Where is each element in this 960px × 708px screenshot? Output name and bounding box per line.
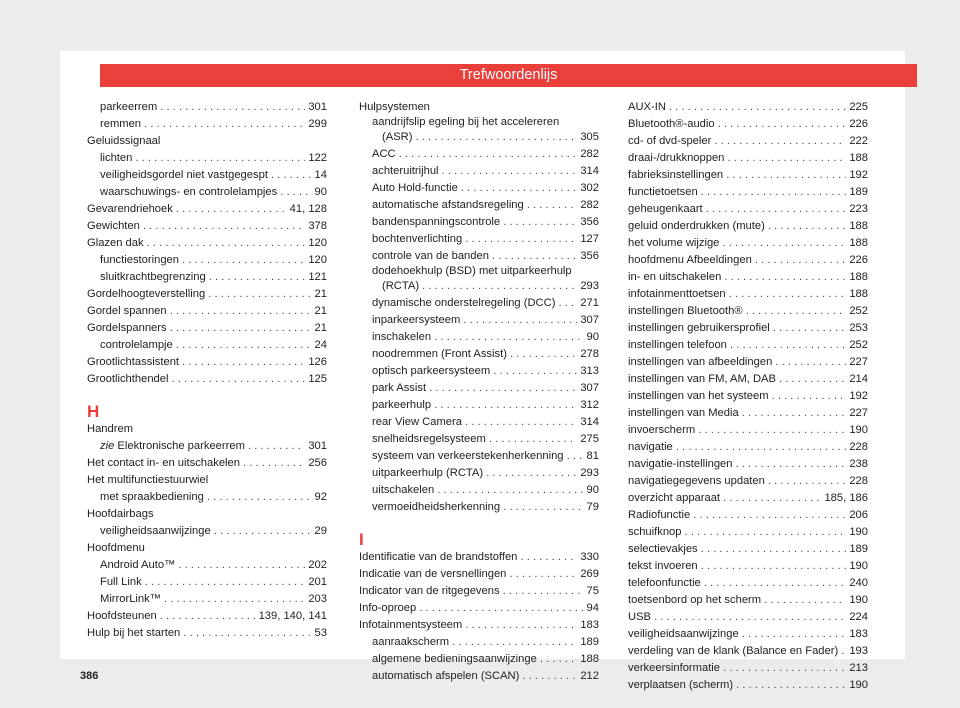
index-entry [628,660,868,677]
index-entry [359,431,599,448]
entry-page: 313 [580,365,599,377]
index-entry [359,448,599,465]
entry-text: parkeerrem . . . [100,99,305,116]
entry-page: 225 [849,101,868,113]
entry-page: 81 [586,450,599,462]
entry-page: 307 [580,314,599,326]
entry-text: MirrorLink™ . . . [100,591,305,608]
entry-page: 227 [849,356,868,368]
entry-text: snelheidsregelsysteem . . . [372,431,577,448]
entry-page: 94 [586,602,599,614]
index-entry [359,180,599,197]
entry-text: met spraakbediening . . . [100,489,312,506]
index-entry [628,388,868,405]
index-entry [87,184,327,201]
entry-page: 53 [314,627,327,639]
index-entry [628,235,868,252]
index-entry [359,278,599,295]
index-entry [87,303,327,320]
entry-text: optisch parkeersysteem . . . [372,363,577,380]
index-entry [628,269,868,286]
entry-text: selectievakjes . . . [628,541,846,558]
entry-page: 75 [586,585,599,597]
entry-page: 301 [308,440,327,452]
index-entry [628,626,868,643]
entry-text: in- en uitschakelen . . . [628,269,846,286]
entry-page: 21 [314,322,327,334]
index-entry [628,677,868,694]
entry-page: 190 [849,594,868,606]
index-heading [87,133,327,150]
entry-text: veiligheidsaanwijzinge . . . [100,523,312,540]
entry-text: Hulp bij het starten . . . [87,625,312,642]
entry-text: lichten . . . [100,150,305,167]
entry-text: bochtenverlichting . . . [372,231,577,248]
index-entry [628,507,868,524]
entry-page: 79 [586,501,599,513]
entry-page: 307 [580,382,599,394]
index-entry [628,405,868,422]
entry-page: 189 [580,636,599,648]
index-entry [359,295,599,312]
entry-page: 330 [580,551,599,563]
entry-text: sluitkrachtbegrenzing . . . [100,269,305,286]
entry-text: Info-oproep . . . [359,600,584,617]
entry-page: 188 [849,288,868,300]
entry-page: 41, 128 [289,203,327,215]
index-entry [87,489,327,506]
index-heading [87,506,327,523]
entry-text: Android Auto™ . . . [100,557,305,574]
index-entry [628,541,868,558]
index-entry [87,608,327,625]
entry-text: veiligheidsaanwijzinge . . . [628,626,846,643]
index-entry [87,218,327,235]
entry-text: dynamische onderstelregeling (DCC) . . . [372,295,577,312]
entry-text: Het contact in- en uitschakelen . . . [87,455,305,472]
index-entry [359,668,599,685]
entry-text: geluid onderdrukken (mute) . . . [628,218,846,235]
index-entry [628,490,868,507]
entry-text: schuifknop . . . [628,524,846,541]
entry-text: cd- of dvd-speler . . . [628,133,846,150]
entry-text: Auto Hold-functie . . . [372,180,577,197]
index-entry [359,248,599,265]
index-entry [359,583,599,600]
entry-page: 228 [849,441,868,453]
entry-text: controle van de banden . . . [372,248,577,265]
entry-page: 226 [849,254,868,266]
entry-page: 378 [308,220,327,232]
entry-page: 214 [849,373,868,385]
entry-text: Grootlichtassistent . . . [87,354,305,371]
index-entry [628,303,868,320]
index-entry [359,465,599,482]
index-entry [87,455,327,472]
entry-page: 356 [580,216,599,228]
entry-page: 190 [849,560,868,572]
index-entry [359,617,599,634]
entry-page: 90 [314,186,327,198]
index-heading [87,421,327,438]
entry-text: park Assist . . . [372,380,577,397]
entry-page: 189 [849,186,868,198]
index-entry [359,482,599,499]
entry-text: ACC . . . [372,146,577,163]
index-entry [359,346,599,363]
index-entry [87,625,327,642]
index-entry [359,231,599,248]
entry-text: aandrijfslip egeling bij het accelereren [372,116,560,128]
index-entry [87,269,327,286]
index-entry [628,558,868,575]
index-heading [359,99,599,116]
index-entry [359,499,599,516]
index-entry [628,422,868,439]
entry-page: 188 [849,237,868,249]
index-entry [87,557,327,574]
entry-text: systeem van verkeerstekenherkenning . . . [372,448,584,465]
index-entry [628,456,868,473]
entry-text: functiestoringen . . . [100,252,305,269]
index-entry [87,252,327,269]
entry-page: 206 [849,509,868,521]
index-entry [628,150,868,167]
index-entry [628,643,868,660]
entry-text: rear View Camera . . . [372,414,577,431]
index-entry [628,167,868,184]
entry-page: 252 [849,339,868,351]
entry-text: infotainmenttoetsen . . . [628,286,846,303]
entry-text: USB . . . [628,609,846,626]
entry-page: 190 [849,526,868,538]
entry-text: instellingen van Media . . . [628,405,846,422]
entry-page: 238 [849,458,868,470]
index-entry [359,146,599,163]
index-entry [87,286,327,303]
index-entry [87,438,327,455]
entry-page: 312 [580,399,599,411]
entry-text: instellingen telefoon . . . [628,337,846,354]
index-entry [87,167,327,184]
entry-text: overzicht apparaat . . . [628,490,821,507]
entry-text: toetsenbord op het scherm . . . [628,592,846,609]
entry-page: 314 [580,416,599,428]
entry-page: 224 [849,611,868,623]
entry-text: controlelampje . . . [100,337,312,354]
index-column-1 [87,99,327,642]
index-entry [628,116,868,133]
index-entry [87,591,327,608]
entry-page: 24 [314,339,327,351]
entry-text: verplaatsen (scherm) . . . [628,677,846,694]
entry-page: 127 [580,233,599,245]
index-entry [359,397,599,414]
entry-page: 126 [308,356,327,368]
entry-text: functietoetsen . . . [628,184,846,201]
entry-text: veiligheidsgordel niet vastgegespt . . . [100,167,312,184]
entry-page: 183 [580,619,599,631]
entry-page: 21 [314,288,327,300]
entry-page: 29 [314,525,327,537]
entry-page: 240 [849,577,868,589]
entry-page: 256 [308,457,327,469]
index-entry [359,380,599,397]
index-entry [628,133,868,150]
index-entry [359,634,599,651]
entry-text: navigatiegegevens updaten . . . [628,473,846,490]
entry-page: 271 [580,297,599,309]
entry-page: 121 [308,271,327,283]
entry-text: zie Elektronische parkeerrem . . . [100,438,305,455]
entry-text: remmen . . . [100,116,305,133]
entry-text: vermoeidheidsherkenning . . . [372,499,584,516]
entry-text: uitschakelen . . . [372,482,584,499]
entry-page: 185, 186 [824,492,868,504]
index-entry [628,439,868,456]
entry-text: Glazen dak . . . [87,235,305,252]
index-entry [359,651,599,668]
index-entry [359,197,599,214]
index-entry [87,523,327,540]
index-entry [87,150,327,167]
index-entry [359,129,599,146]
entry-page: 193 [849,645,868,657]
entry-page: 282 [580,199,599,211]
entry-text: Hoofdmenu [87,542,145,554]
entry-page: 226 [849,118,868,130]
entry-text: AUX-IN . . . [628,99,846,116]
entry-page: 222 [849,135,868,147]
entry-text: instellingen van afbeeldingen . . . [628,354,846,371]
entry-text: hoofdmenu Afbeeldingen . . . [628,252,846,269]
entry-text: automatisch afspelen (SCAN) . . . [372,668,577,685]
index-column-2 [359,99,599,685]
index-entry [628,286,868,303]
entry-text: Gordelspanners . . . [87,320,312,337]
index-entry [628,99,868,116]
entry-page: 14 [314,169,327,181]
entry-text: instellingen van het systeem . . . [628,388,846,405]
index-entry [87,320,327,337]
entry-page: 90 [586,484,599,496]
index-entry [359,265,599,278]
index-entry [359,600,599,617]
page-number: 386 [80,670,99,682]
entry-text: Gewichten . . . [87,218,305,235]
entry-page: 90 [586,331,599,343]
index-entry [359,163,599,180]
entry-page: 202 [308,559,327,571]
index-entry [628,252,868,269]
index-entry [628,609,868,626]
index-entry [359,214,599,231]
entry-page: 120 [308,254,327,266]
entry-text: dodehoekhulp (BSD) met uitparkeerhulp [372,265,572,277]
entry-text: Infotainmentsysteem . . . [359,617,577,634]
entry-text: Hoofdsteunen . . . [87,608,256,625]
index-letter: I [359,530,364,549]
index-column-3 [628,99,868,694]
entry-text: navigatie-instellingen . . . [628,456,846,473]
section-gap [87,388,327,396]
index-entry [628,592,868,609]
entry-page: 192 [849,390,868,402]
entry-text: geheugenkaart . . . [628,201,846,218]
index-entry [359,414,599,431]
entry-text: Het multifunctiestuurwiel [87,474,209,486]
index-entry [628,473,868,490]
entry-page: 188 [580,653,599,665]
index-heading [87,472,327,489]
entry-text: (ASR) . . . [382,129,577,146]
entry-text: waarschuwings- en controlelampjes . . . [100,184,312,201]
entry-text: verkeersinformatie . . . [628,660,846,677]
entry-page: 223 [849,203,868,215]
entry-text: Hoofdairbags [87,508,154,520]
entry-page: 282 [580,148,599,160]
index-entry [87,354,327,371]
see-reference: zie [100,440,115,452]
entry-page: 192 [849,169,868,181]
entry-page: 125 [308,373,327,385]
entry-text: instellingen van FM, AM, DAB . . . [628,371,846,388]
index-entry [359,329,599,346]
entry-text: telefoonfunctie . . . [628,575,846,592]
index-entry [628,320,868,337]
entry-page: 305 [580,131,599,143]
entry-text: Hulpsystemen [359,101,430,113]
entry-page: 190 [849,679,868,691]
index-entry [87,574,327,591]
index-entry [359,549,599,566]
entry-page: 188 [849,152,868,164]
index-entry [628,575,868,592]
index-entry [628,337,868,354]
entry-text: tekst invoeren . . . [628,558,846,575]
entry-text: het volume wijzige . . . [628,235,846,252]
entry-text: Grootlichthendel . . . [87,371,305,388]
entry-text: algemene bedieningsaanwijzinge . . . [372,651,577,668]
index-entry [628,524,868,541]
entry-text: noodremmen (Front Assist) . . . [372,346,577,363]
entry-text: Gevarendriehoek . . . [87,201,287,218]
entry-text: navigatie . . . [628,439,846,456]
entry-page: 21 [314,305,327,317]
index-entry [87,371,327,388]
entry-text: invoerscherm . . . [628,422,846,439]
index-entry [87,116,327,133]
index-letter: H [87,402,100,421]
entry-text: Indicator van de ritgegevens . . . [359,583,584,600]
entry-page: 201 [308,576,327,588]
entry-text: Bluetooth®-audio . . . [628,116,846,133]
entry-page: 122 [308,152,327,164]
section-header-bar [100,64,917,87]
entry-text: Identificatie van de brandstoffen . . . [359,549,577,566]
entry-text: (RCTA) . . . [382,278,577,295]
entry-text: automatische afstandsregeling . . . [372,197,577,214]
entry-page: 188 [849,271,868,283]
entry-text: Radiofunctie . . . [628,507,846,524]
entry-text: instellingen gebruikersprofiel . . . [628,320,846,337]
entry-page: 92 [314,491,327,503]
entry-page: 253 [849,322,868,334]
index-entry [359,566,599,583]
index-entry [87,337,327,354]
entry-text: fabrieksinstellingen . . . [628,167,846,184]
index-entry [359,363,599,380]
entry-page: 228 [849,475,868,487]
entry-text: Geluidssignaal [87,135,161,147]
entry-page: 269 [580,568,599,580]
entry-page: 212 [580,670,599,682]
entry-text: inparkeersysteem . . . [372,312,577,329]
entry-page: 183 [849,628,868,640]
entry-text: inschakelen . . . [372,329,584,346]
section-title: Trefwoordenlijs [459,67,558,83]
entry-text: Indicatie van de versnellingen . . . [359,566,577,583]
entry-page: 278 [580,348,599,360]
entry-page: 120 [308,237,327,249]
entry-page: 190 [849,424,868,436]
entry-page: 314 [580,165,599,177]
index-entry [628,218,868,235]
entry-text: Gordelhoogteverstelling . . . [87,286,312,303]
index-heading [87,540,327,557]
entry-page: 139, 140, 141 [258,610,327,622]
entry-page: 275 [580,433,599,445]
entry-page: 302 [580,182,599,194]
index-entry [359,116,599,129]
section-gap [359,516,599,524]
entry-text: Handrem [87,423,134,435]
entry-page: 213 [849,662,868,674]
index-entry [628,354,868,371]
index-entry [628,184,868,201]
entry-text: achteruitrijhul . . . [372,163,577,180]
entry-page: 188 [849,220,868,232]
entry-text: draai-/drukknoppen . . . [628,150,846,167]
index-entry [87,201,327,218]
index-entry [359,312,599,329]
entry-page: 252 [849,305,868,317]
entry-page: 301 [308,101,327,113]
entry-page: 356 [580,250,599,262]
index-entry [628,371,868,388]
entry-page: 189 [849,543,868,555]
entry-page: 293 [580,467,599,479]
index-entry [628,201,868,218]
entry-text: uitparkeerhulp (RCTA) . . . [372,465,577,482]
entry-page: 293 [580,280,599,292]
index-entry [87,99,327,116]
entry-text: instellingen Bluetooth® . . . [628,303,846,320]
index-entry [87,235,327,252]
entry-page: 203 [308,593,327,605]
entry-text: parkeerhulp . . . [372,397,577,414]
entry-page: 299 [308,118,327,130]
entry-text: bandenspanningscontrole . . . [372,214,577,231]
entry-text: Full Link . . . [100,574,305,591]
entry-page: 227 [849,407,868,419]
entry-text: Gordel spannen . . . [87,303,312,320]
entry-text: aanraakscherm . . . [372,634,577,651]
entry-text: verdeling van de klank (Balance en Fader) . . . [628,643,846,660]
